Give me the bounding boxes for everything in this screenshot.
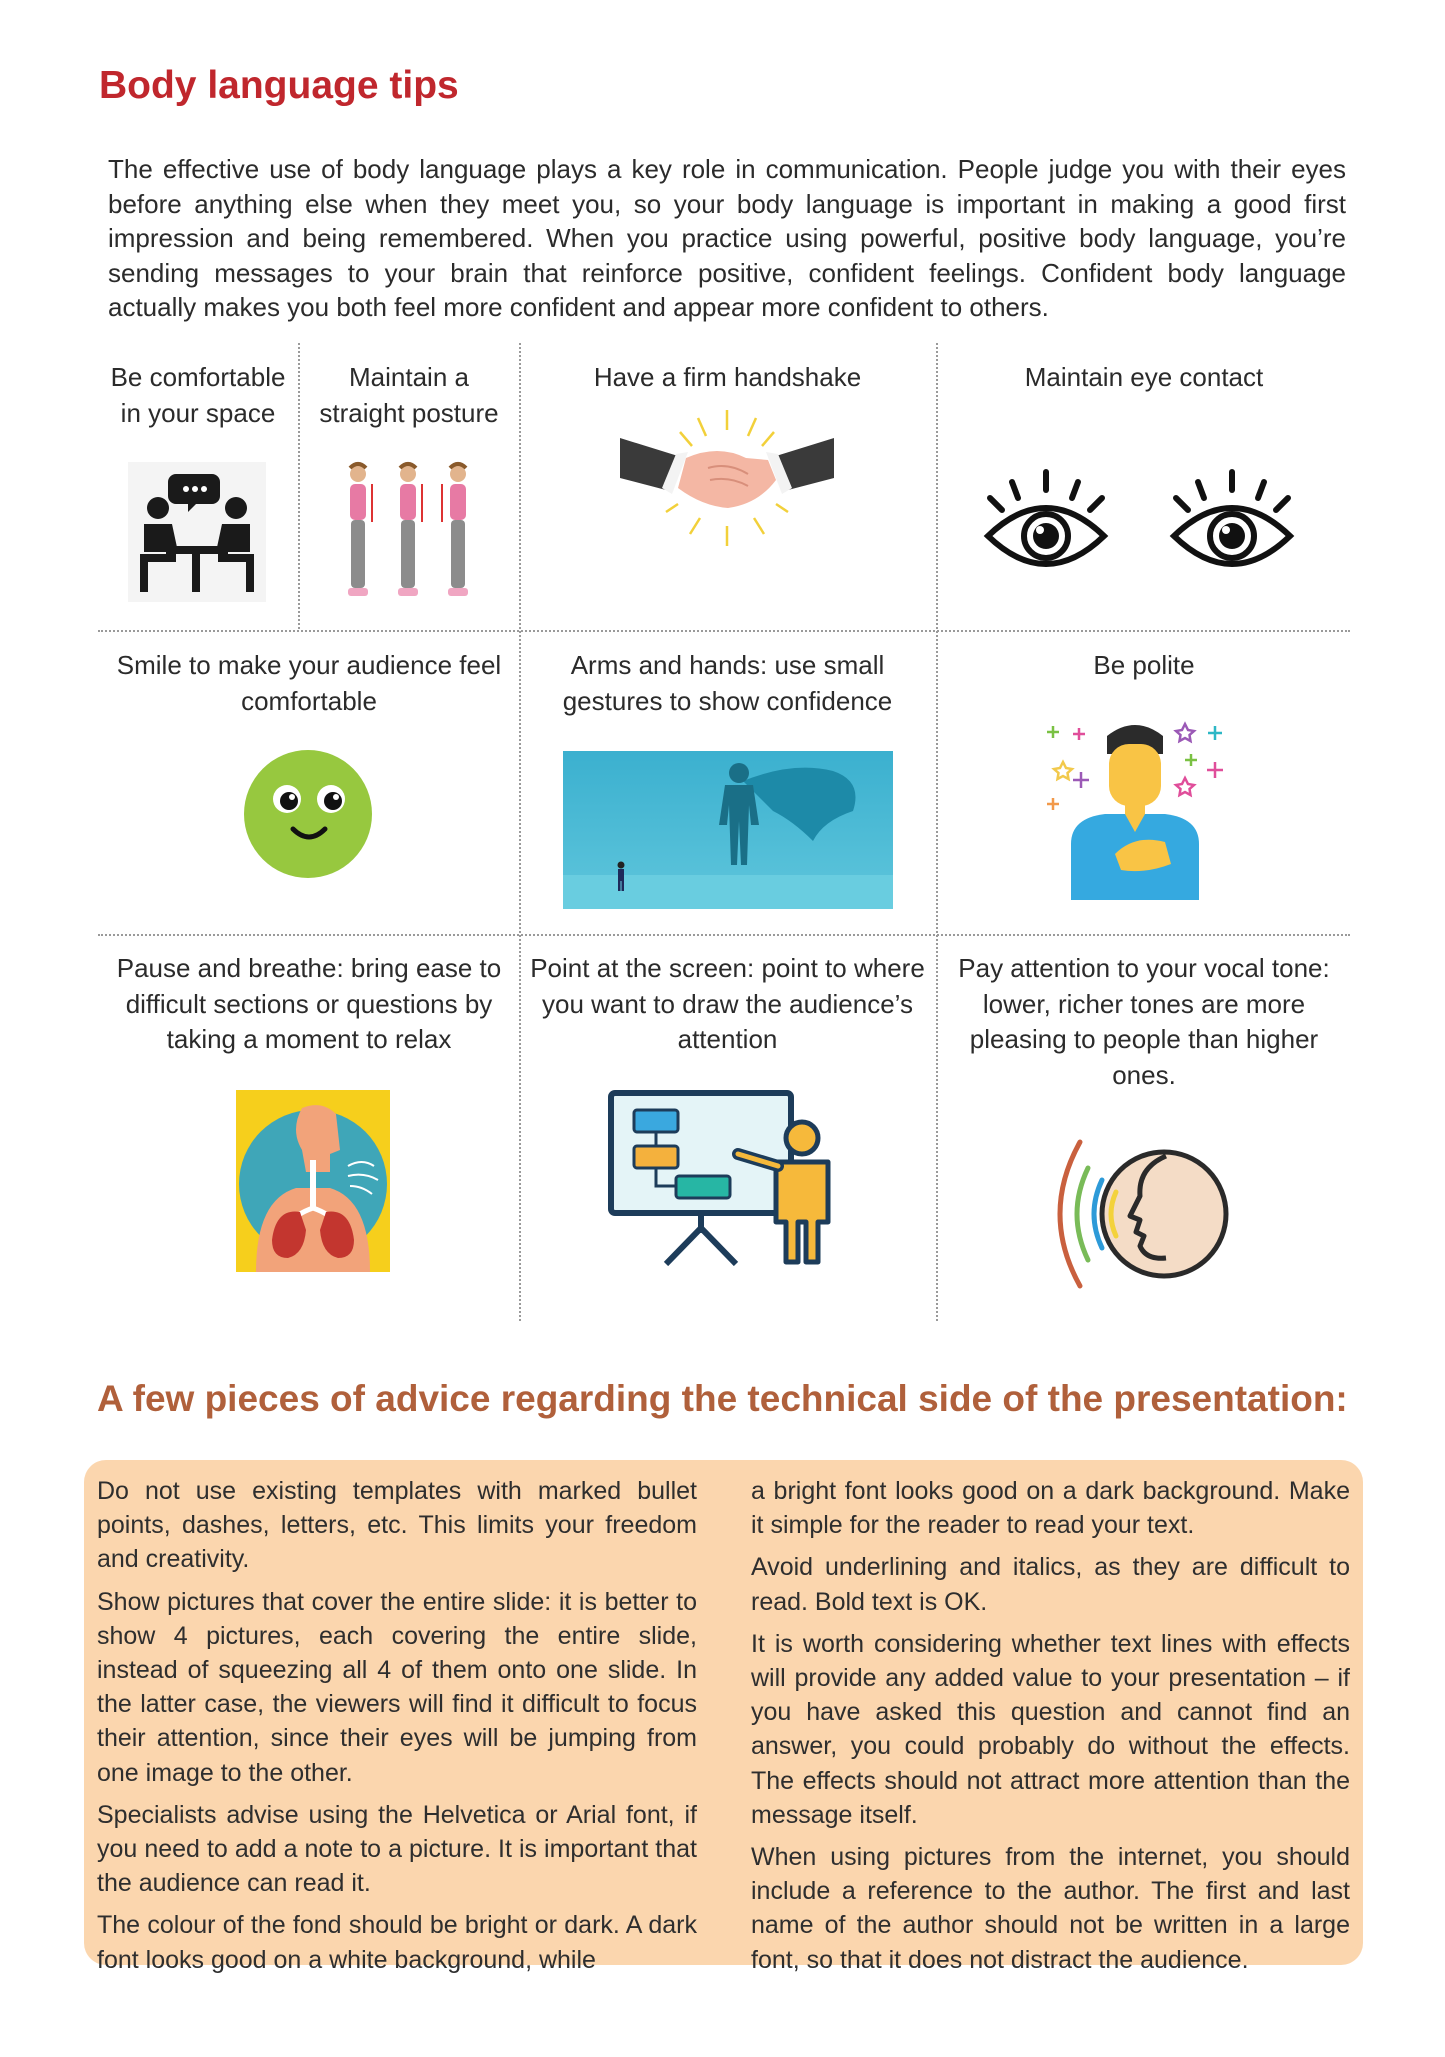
- polite-man-icon: [1045, 714, 1225, 900]
- tip-label: Pay attention to your vocal tone: lower, richer tones are more pleasing to people than higher ones.: [958, 953, 1330, 1090]
- advice-paragraph: Do not use existing templates with marked bullet points, dashes, letters, etc. This limits your freedom and creativity.: [97, 1477, 697, 1574]
- tip-label: Maintain a straight posture: [319, 362, 499, 428]
- tip-cell: [100, 648, 518, 719]
- advice-paragraph: Avoid underlining and italics, as they are difficult to read. Bold text is OK.: [751, 1553, 1350, 1616]
- advice-paragraph: Specialists advise using the Helvetica or Arial font, if you need to add a note to a picture. It is important that the audience can read it.: [97, 1800, 697, 1898]
- grid-divider: [98, 630, 1350, 632]
- intro-paragraph: The effective use of body language plays a key role in communication. People judge you with their eyes before anything else when they meet you, so your body language is important in making a good first impression and being remembered. When you practice using powerful, positive body language, you’re sending messages to your brain that reinforce positive, confident feelings. Confident body language actually makes you both feel more confident and appear more confident to others.: [108, 154, 1346, 322]
- tip-label: Smile to make your audience feel comfortable: [116, 650, 502, 716]
- tip-label: Arms and hands: use small gestures to show confidence: [562, 650, 893, 716]
- smiley-face-icon: [243, 749, 373, 879]
- advice-paragraph: When using pictures from the internet, you should include a reference to the author. The first and last name of the author should not be written in a large font, so that it does not distract the audience.: [751, 1843, 1350, 1974]
- tip-label: Be polite: [1093, 650, 1195, 680]
- presenter-board-icon: [606, 1088, 842, 1266]
- advice-paragraph: Show pictures that cover the entire slide: it is better to show 4 pictures, each covering the entire slide, instead of squeezing all 4 of them onto one slide. In the latter case, the viewers will find it difficult to focus their attention, since their eyes will be jumping from one image to the other.: [97, 1587, 697, 1787]
- tip-cell: [938, 648, 1350, 684]
- tip-label: Have a firm handshake: [593, 362, 862, 392]
- advice-box: [84, 1460, 1363, 1974]
- handshake-icon: [618, 408, 836, 548]
- tip-cell: [938, 360, 1350, 396]
- eyes-icon: [980, 460, 1310, 570]
- tip-cell: [100, 951, 518, 1058]
- people-at-table-icon: [128, 462, 266, 602]
- tip-cell: [521, 951, 934, 1058]
- tip-label: Pause and breathe: bring ease to difficult sections or questions by taking a moment to relax: [116, 953, 502, 1054]
- advice-left-column: [97, 1474, 697, 1985]
- posture-figures-icon: [336, 460, 482, 606]
- grid-divider: [98, 934, 1350, 936]
- tip-cell: [938, 951, 1350, 1093]
- advice-paragraph: a bright font looks good on a dark background. Make it simple for the reader to read your text.: [751, 1477, 1350, 1540]
- advice-right-column: [751, 1474, 1350, 1985]
- page-title: Body language tips: [99, 64, 459, 107]
- tip-cell: [521, 360, 934, 396]
- tip-label: Be comfortable in your space: [110, 362, 286, 428]
- lungs-breathing-icon: [236, 1090, 390, 1272]
- advice-paragraph: The colour of the fond should be bright or dark. A dark font looks good on a white background, while: [97, 1911, 697, 1974]
- voice-tone-icon: [1054, 1128, 1230, 1300]
- tip-label: Point at the screen: point to where you want to draw the audience’s attention: [530, 953, 925, 1054]
- advice-paragraph: It is worth considering whether text lines with effects will provide any added value to your presentation – if you have asked this question and cannot find an answer, you could probably do without the effects. The effects should not attract more attention than the message itself.: [751, 1629, 1350, 1829]
- grid-divider: [519, 343, 521, 1321]
- grid-divider: [298, 343, 300, 629]
- tip-cell: [100, 360, 296, 431]
- advice-heading: A few pieces of advice regarding the technical side of the presentation:: [97, 1378, 1348, 1419]
- tip-label: Maintain eye contact: [1024, 362, 1264, 392]
- tip-cell: [302, 360, 516, 431]
- grid-divider: [936, 343, 938, 1321]
- hero-shadow-icon: [563, 751, 893, 909]
- tip-cell: [521, 648, 934, 719]
